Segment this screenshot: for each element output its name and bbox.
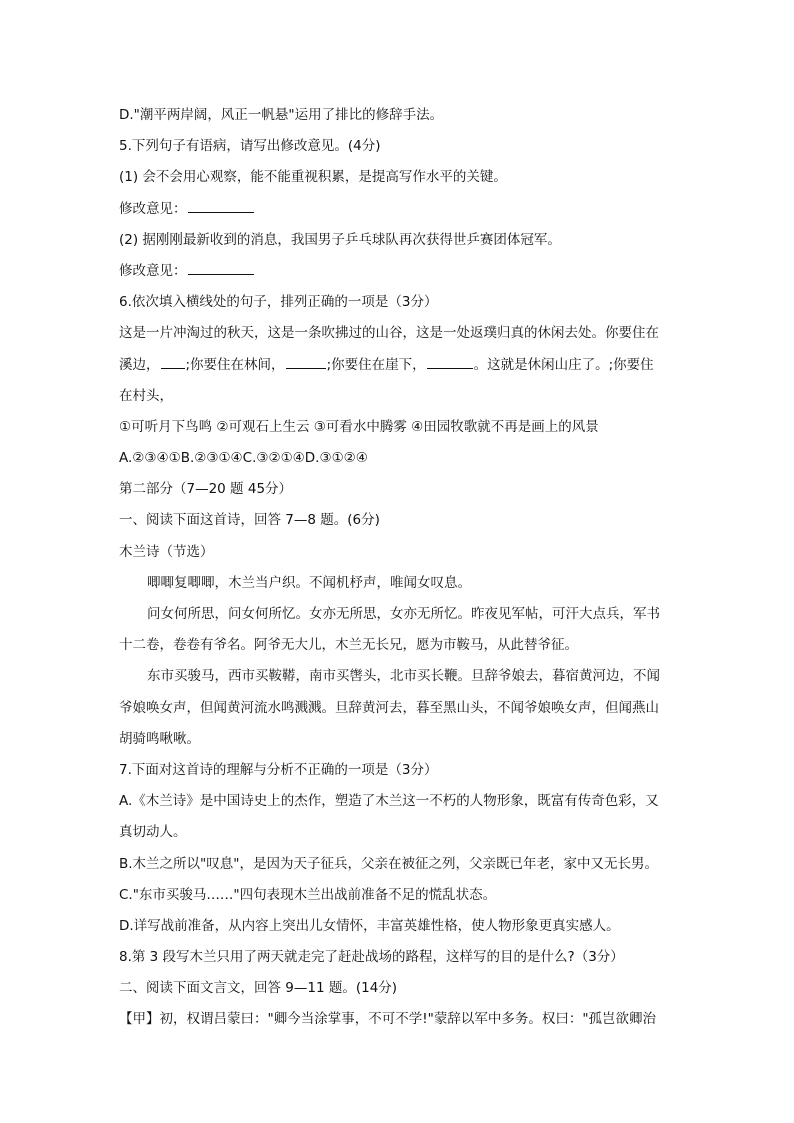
q7-stem: 7.下面对这首诗的理解与分析不正确的一项是（3分）	[119, 761, 438, 778]
exam-page	[119, 100, 679, 1036]
q4-option-d: D."潮平两岸阔，风正一帆悬"运用了排比的修辞手法。	[119, 107, 444, 123]
q7-option-b: B.木兰之所以"叹息"，是因为天子征兵，父亲在被征之列，父亲既已年老，家中又无长男。	[119, 855, 658, 872]
q8-stem: 8.第 3 段写木兰只用了两天就走完了赶赴战场的路程，这样写的目的是什么?（3分）	[119, 949, 624, 966]
poem-line: 问女何所思，问女何所忆。女亦无所思，女亦无所忆。昨夜见军帖，可汗大点兵，军书	[147, 606, 660, 622]
q6-choices: A.②③④①B.②③①④C.③②①④D.③①②④	[119, 450, 368, 467]
q7-option-d: D.详写战前准备，从内容上突出儿女情怀，丰富英雄性格，使人物形象更真实感人。	[119, 917, 620, 934]
poem-line: 十二卷，卷卷有爷名。阿爷无大儿，木兰无长兄，愿为市鞍马，从此替爷征。	[119, 637, 578, 654]
q5-revise-2	[119, 256, 679, 287]
poem-line: 唧唧复唧唧，木兰当户织。不闻机杼声，唯闻女叹息。	[147, 574, 471, 591]
q6-stem: 6.依次填入横线处的句子，排列正确的一项是（3分）	[119, 294, 438, 311]
q5-stem: 5.下列句子有语病，请写出修改意见。(4分)	[119, 138, 381, 155]
q5-sentence-1: (1) 会不会用心观察，能不能重视积累，是提高写作水平的关键。	[119, 169, 507, 186]
classical-text-jia: 【甲】初，权谓吕蒙曰："卿今当涂掌事，不可不学!"蒙辞以军中多务。权曰："孤岂欲卿治	[119, 1011, 657, 1028]
revise-label: 修改意见：	[119, 262, 187, 279]
section-two-heading: 二、阅读下面文言文，回答 9—11 题。(14分)	[119, 980, 398, 997]
q5-revise-1	[119, 194, 679, 225]
q7-option-a-cont: 真切动人。	[119, 824, 187, 841]
poem-title: 木兰诗（节选）	[119, 543, 214, 560]
q5-sentence-2: (2) 据刚刚最新收到的消息，我国男子乒乓球队再次获得世乒赛团体冠军。	[119, 231, 561, 248]
q6-options: ①可听月下鸟鸣 ②可观石上生云 ③可看水中腾雾 ④田园牧歌就不再是画上的风景	[119, 418, 599, 435]
section-one-heading: 一、阅读下面这首诗，回答 7—8 题。(6分)	[119, 512, 380, 529]
answer-blank[interactable]	[188, 197, 254, 213]
fill-blank-3[interactable]	[427, 353, 473, 369]
q6-passage-line-1: 这是一片冲淘过的秋天，这是一条吹拂过的山谷，这是一处返璞归真的休闲去处。你要住在	[119, 325, 659, 342]
q7-option-a: A.《木兰诗》是中国诗史上的杰作，塑造了木兰这一不朽的人物形象，既富有传奇色彩，又	[119, 793, 659, 810]
poem-line: 胡骑鸣啾啾。	[119, 730, 200, 747]
answer-blank[interactable]	[188, 259, 254, 275]
revise-label: 修改意见：	[119, 200, 187, 217]
part-two-heading: 第二部分（7—20 题 45分）	[119, 481, 293, 498]
fill-blank-2[interactable]	[286, 353, 326, 369]
q7-option-c: C."东市买骏马……"四句表现木兰出战前准备不足的慌乱状态。	[119, 886, 497, 903]
poem-line: 东市买骏马，西市买鞍鞯，南市买辔头，北市买长鞭。旦辞爷娘去，暮宿黄河边，不闻	[147, 668, 660, 685]
q6-passage-line-3: 在村头，	[119, 387, 173, 404]
fill-blank-1[interactable]	[161, 353, 185, 369]
q6-passage-line-2: 溪边， ;你要住在林间， ;你要住在崖下， 。这就是休闲山庄了。;你要住	[119, 350, 679, 381]
poem-line: 爷娘唤女声，但闻黄河流水鸣溅溅。旦辞黄河去，暮至黑山头，不闻爷娘唤女声，但闻燕山	[119, 699, 659, 716]
